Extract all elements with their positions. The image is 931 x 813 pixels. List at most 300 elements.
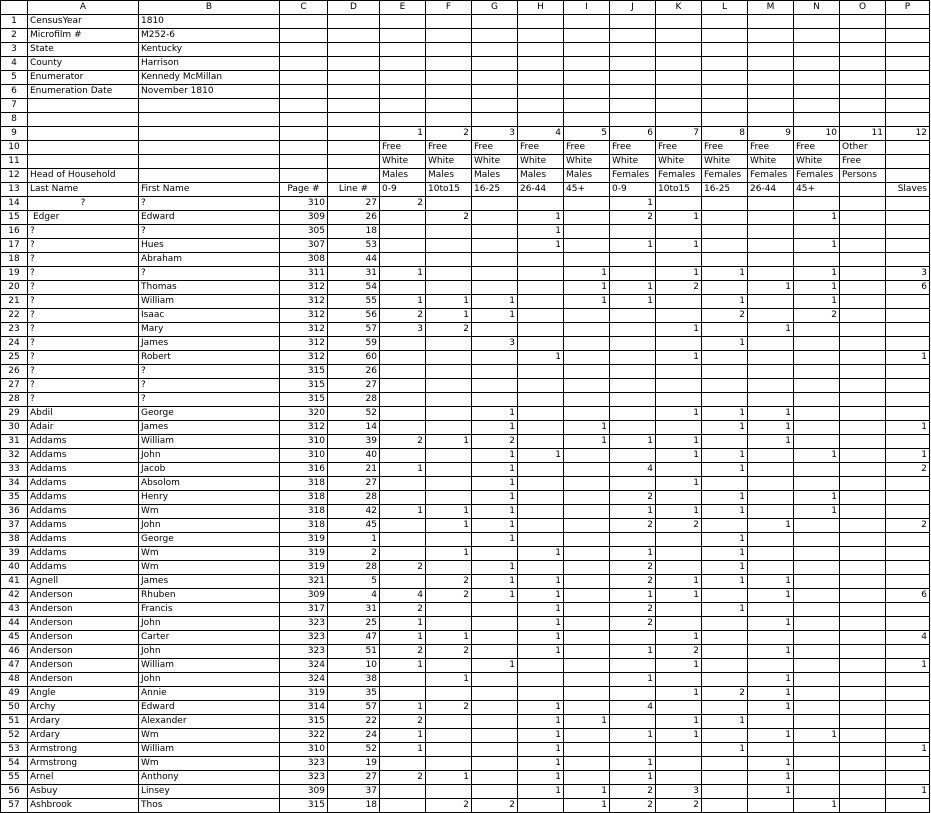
row-header[interactable]: 40 bbox=[1, 561, 28, 575]
cell-p[interactable] bbox=[886, 617, 930, 631]
cell-c[interactable] bbox=[280, 169, 328, 183]
cell-c[interactable]: 323 bbox=[280, 757, 328, 771]
cell-g[interactable] bbox=[472, 267, 518, 281]
cell-f[interactable] bbox=[426, 85, 472, 99]
cell-g[interactable] bbox=[472, 57, 518, 71]
cell-a[interactable]: Abdil bbox=[28, 407, 139, 421]
cell-c[interactable]: 315 bbox=[280, 799, 328, 813]
cell-f[interactable] bbox=[426, 757, 472, 771]
cell-f[interactable] bbox=[426, 659, 472, 673]
cell-m[interactable] bbox=[748, 449, 794, 463]
cell-k[interactable]: 1 bbox=[656, 687, 702, 701]
cell-o[interactable] bbox=[840, 645, 886, 659]
cell-p[interactable] bbox=[886, 533, 930, 547]
cell-n[interactable]: 45+ bbox=[794, 183, 840, 197]
cell-e[interactable] bbox=[380, 547, 426, 561]
cell-k[interactable]: 2 bbox=[656, 799, 702, 813]
cell-e[interactable]: 1 bbox=[380, 631, 426, 645]
cell-k[interactable]: 2 bbox=[656, 281, 702, 295]
cell-b[interactable]: Linsey bbox=[139, 785, 280, 799]
column-header[interactable]: F bbox=[426, 1, 472, 15]
cell-b[interactable]: James bbox=[139, 421, 280, 435]
cell-b[interactable]: 1810 bbox=[139, 15, 280, 29]
cell-h[interactable]: Males bbox=[518, 169, 564, 183]
cell-f[interactable] bbox=[426, 491, 472, 505]
cell-c[interactable]: 316 bbox=[280, 463, 328, 477]
cell-k[interactable] bbox=[656, 421, 702, 435]
cell-k[interactable] bbox=[656, 253, 702, 267]
cell-g[interactable] bbox=[472, 771, 518, 785]
cell-n[interactable]: 1 bbox=[794, 799, 840, 813]
cell-a[interactable] bbox=[28, 113, 139, 127]
cell-j[interactable] bbox=[610, 225, 656, 239]
cell-n[interactable]: 1 bbox=[794, 491, 840, 505]
cell-p[interactable] bbox=[886, 561, 930, 575]
cell-b[interactable]: Kennedy McMillan bbox=[139, 71, 280, 85]
cell-m[interactable] bbox=[748, 715, 794, 729]
cell-l[interactable] bbox=[702, 729, 748, 743]
cell-p[interactable] bbox=[886, 435, 930, 449]
cell-l[interactable] bbox=[702, 477, 748, 491]
row-header[interactable]: 44 bbox=[1, 617, 28, 631]
cell-d[interactable]: 4 bbox=[328, 589, 380, 603]
cell-p[interactable] bbox=[886, 603, 930, 617]
cell-b[interactable] bbox=[139, 127, 280, 141]
cell-o[interactable] bbox=[840, 701, 886, 715]
cell-o[interactable] bbox=[840, 505, 886, 519]
cell-f[interactable]: Males bbox=[426, 169, 472, 183]
row-header[interactable]: 54 bbox=[1, 757, 28, 771]
cell-o[interactable] bbox=[840, 379, 886, 393]
cell-i[interactable]: 1 bbox=[564, 715, 610, 729]
cell-j[interactable]: 1 bbox=[610, 589, 656, 603]
cell-n[interactable] bbox=[794, 463, 840, 477]
cell-i[interactable]: 5 bbox=[564, 127, 610, 141]
cell-f[interactable] bbox=[426, 533, 472, 547]
cell-a[interactable]: Addams bbox=[28, 561, 139, 575]
cell-d[interactable]: 60 bbox=[328, 351, 380, 365]
cell-p[interactable] bbox=[886, 169, 930, 183]
cell-p[interactable] bbox=[886, 29, 930, 43]
cell-g[interactable] bbox=[472, 547, 518, 561]
cell-p[interactable] bbox=[886, 211, 930, 225]
cell-m[interactable] bbox=[748, 337, 794, 351]
cell-e[interactable] bbox=[380, 519, 426, 533]
cell-g[interactable] bbox=[472, 85, 518, 99]
cell-n[interactable]: Females bbox=[794, 169, 840, 183]
cell-l[interactable]: 1 bbox=[702, 743, 748, 757]
cell-h[interactable] bbox=[518, 477, 564, 491]
cell-h[interactable] bbox=[518, 421, 564, 435]
cell-b[interactable]: ? bbox=[139, 267, 280, 281]
cell-c[interactable]: 310 bbox=[280, 449, 328, 463]
cell-h[interactable]: 1 bbox=[518, 603, 564, 617]
cell-o[interactable]: 11 bbox=[840, 127, 886, 141]
cell-o[interactable] bbox=[840, 743, 886, 757]
cell-j[interactable]: 1 bbox=[610, 757, 656, 771]
cell-j[interactable]: 2 bbox=[610, 575, 656, 589]
cell-m[interactable] bbox=[748, 491, 794, 505]
cell-l[interactable]: 2 bbox=[702, 309, 748, 323]
cell-c[interactable]: 305 bbox=[280, 225, 328, 239]
cell-i[interactable] bbox=[564, 673, 610, 687]
cell-a[interactable]: Enumeration Date bbox=[28, 85, 139, 99]
cell-n[interactable] bbox=[794, 645, 840, 659]
cell-e[interactable] bbox=[380, 687, 426, 701]
cell-c[interactable]: 312 bbox=[280, 421, 328, 435]
cell-k[interactable]: 1 bbox=[656, 631, 702, 645]
cell-j[interactable]: 2 bbox=[610, 617, 656, 631]
cell-h[interactable]: 1 bbox=[518, 645, 564, 659]
cell-m[interactable] bbox=[748, 43, 794, 57]
cell-h[interactable] bbox=[518, 407, 564, 421]
cell-l[interactable] bbox=[702, 57, 748, 71]
cell-p[interactable]: 3 bbox=[886, 267, 930, 281]
cell-o[interactable] bbox=[840, 281, 886, 295]
cell-b[interactable]: John bbox=[139, 645, 280, 659]
cell-o[interactable] bbox=[840, 99, 886, 113]
cell-b[interactable]: Wm bbox=[139, 547, 280, 561]
cell-i[interactable] bbox=[564, 197, 610, 211]
cell-n[interactable]: 1 bbox=[794, 211, 840, 225]
cell-l[interactable]: 2 bbox=[702, 687, 748, 701]
cell-e[interactable] bbox=[380, 757, 426, 771]
cell-a[interactable]: Microfilm # bbox=[28, 29, 139, 43]
cell-c[interactable] bbox=[280, 43, 328, 57]
cell-h[interactable]: 1 bbox=[518, 785, 564, 799]
cell-k[interactable] bbox=[656, 757, 702, 771]
cell-g[interactable] bbox=[472, 99, 518, 113]
cell-c[interactable]: 315 bbox=[280, 365, 328, 379]
cell-c[interactable]: 312 bbox=[280, 281, 328, 295]
column-header[interactable]: J bbox=[610, 1, 656, 15]
cell-p[interactable] bbox=[886, 239, 930, 253]
cell-k[interactable]: 1 bbox=[656, 729, 702, 743]
cell-o[interactable] bbox=[840, 603, 886, 617]
cell-p[interactable] bbox=[886, 295, 930, 309]
cell-b[interactable]: Rhuben bbox=[139, 589, 280, 603]
cell-e[interactable] bbox=[380, 99, 426, 113]
cell-d[interactable]: 44 bbox=[328, 253, 380, 267]
cell-f[interactable] bbox=[426, 57, 472, 71]
cell-n[interactable] bbox=[794, 659, 840, 673]
cell-k[interactable] bbox=[656, 57, 702, 71]
cell-b[interactable]: George bbox=[139, 533, 280, 547]
column-header[interactable]: K bbox=[656, 1, 702, 15]
cell-c[interactable] bbox=[280, 127, 328, 141]
cell-k[interactable] bbox=[656, 533, 702, 547]
cell-l[interactable] bbox=[702, 799, 748, 813]
cell-e[interactable]: 1 bbox=[380, 729, 426, 743]
cell-k[interactable] bbox=[656, 15, 702, 29]
cell-l[interactable] bbox=[702, 645, 748, 659]
cell-f[interactable] bbox=[426, 281, 472, 295]
cell-d[interactable] bbox=[328, 141, 380, 155]
cell-m[interactable]: 1 bbox=[748, 617, 794, 631]
cell-h[interactable]: 1 bbox=[518, 589, 564, 603]
cell-a[interactable]: Addams bbox=[28, 463, 139, 477]
cell-f[interactable] bbox=[426, 477, 472, 491]
cell-g[interactable]: 1 bbox=[472, 421, 518, 435]
cell-i[interactable] bbox=[564, 29, 610, 43]
cell-p[interactable] bbox=[886, 715, 930, 729]
cell-n[interactable] bbox=[794, 365, 840, 379]
cell-h[interactable]: 1 bbox=[518, 239, 564, 253]
cell-k[interactable] bbox=[656, 337, 702, 351]
cell-c[interactable]: Page # bbox=[280, 183, 328, 197]
cell-n[interactable] bbox=[794, 519, 840, 533]
cell-e[interactable] bbox=[380, 421, 426, 435]
cell-a[interactable]: ? bbox=[28, 309, 139, 323]
cell-d[interactable]: 27 bbox=[328, 379, 380, 393]
row-header[interactable]: 33 bbox=[1, 463, 28, 477]
cell-d[interactable] bbox=[328, 127, 380, 141]
cell-a[interactable]: ? bbox=[28, 239, 139, 253]
cell-h[interactable] bbox=[518, 365, 564, 379]
cell-d[interactable]: 27 bbox=[328, 771, 380, 785]
cell-o[interactable] bbox=[840, 393, 886, 407]
cell-h[interactable]: 1 bbox=[518, 351, 564, 365]
cell-i[interactable] bbox=[564, 463, 610, 477]
cell-o[interactable] bbox=[840, 617, 886, 631]
cell-m[interactable] bbox=[748, 365, 794, 379]
cell-a[interactable]: Addams bbox=[28, 547, 139, 561]
cell-i[interactable]: 1 bbox=[564, 785, 610, 799]
row-header[interactable]: 12 bbox=[1, 169, 28, 183]
cell-l[interactable] bbox=[702, 701, 748, 715]
cell-i[interactable]: 1 bbox=[564, 281, 610, 295]
cell-e[interactable] bbox=[380, 15, 426, 29]
cell-m[interactable] bbox=[748, 379, 794, 393]
row-header[interactable]: 5 bbox=[1, 71, 28, 85]
column-header[interactable]: O bbox=[840, 1, 886, 15]
cell-m[interactable]: 9 bbox=[748, 127, 794, 141]
cell-f[interactable]: Free bbox=[426, 141, 472, 155]
cell-k[interactable] bbox=[656, 43, 702, 57]
cell-n[interactable] bbox=[794, 113, 840, 127]
cell-c[interactable]: 315 bbox=[280, 393, 328, 407]
cell-p[interactable] bbox=[886, 309, 930, 323]
cell-l[interactable] bbox=[702, 589, 748, 603]
cell-p[interactable]: 1 bbox=[886, 421, 930, 435]
cell-o[interactable] bbox=[840, 29, 886, 43]
cell-j[interactable] bbox=[610, 631, 656, 645]
cell-h[interactable] bbox=[518, 197, 564, 211]
cell-k[interactable]: 1 bbox=[656, 715, 702, 729]
cell-p[interactable] bbox=[886, 799, 930, 813]
cell-c[interactable]: 309 bbox=[280, 589, 328, 603]
cell-h[interactable]: 1 bbox=[518, 701, 564, 715]
cell-g[interactable] bbox=[472, 29, 518, 43]
cell-a[interactable]: Addams bbox=[28, 533, 139, 547]
row-header[interactable]: 9 bbox=[1, 127, 28, 141]
cell-e[interactable] bbox=[380, 57, 426, 71]
cell-l[interactable]: 1 bbox=[702, 267, 748, 281]
cell-m[interactable] bbox=[748, 533, 794, 547]
cell-h[interactable] bbox=[518, 309, 564, 323]
cell-o[interactable] bbox=[840, 687, 886, 701]
cell-o[interactable] bbox=[840, 351, 886, 365]
cell-a[interactable] bbox=[28, 99, 139, 113]
cell-o[interactable] bbox=[840, 519, 886, 533]
cell-o[interactable] bbox=[840, 561, 886, 575]
cell-o[interactable] bbox=[840, 239, 886, 253]
cell-l[interactable]: 1 bbox=[702, 295, 748, 309]
cell-l[interactable]: White bbox=[702, 155, 748, 169]
cell-b[interactable]: Annie bbox=[139, 687, 280, 701]
cell-d[interactable]: 35 bbox=[328, 687, 380, 701]
cell-e[interactable]: 2 bbox=[380, 435, 426, 449]
column-header[interactable]: B bbox=[139, 1, 280, 15]
cell-e[interactable] bbox=[380, 239, 426, 253]
cell-i[interactable] bbox=[564, 225, 610, 239]
cell-n[interactable] bbox=[794, 393, 840, 407]
cell-d[interactable] bbox=[328, 57, 380, 71]
cell-i[interactable] bbox=[564, 589, 610, 603]
cell-n[interactable] bbox=[794, 631, 840, 645]
cell-e[interactable] bbox=[380, 477, 426, 491]
cell-o[interactable] bbox=[840, 449, 886, 463]
cell-o[interactable] bbox=[840, 71, 886, 85]
cell-h[interactable] bbox=[518, 253, 564, 267]
cell-c[interactable]: 318 bbox=[280, 491, 328, 505]
cell-f[interactable] bbox=[426, 603, 472, 617]
cell-j[interactable] bbox=[610, 365, 656, 379]
cell-m[interactable]: 26-44 bbox=[748, 183, 794, 197]
cell-c[interactable] bbox=[280, 71, 328, 85]
cell-j[interactable] bbox=[610, 71, 656, 85]
cell-c[interactable]: 310 bbox=[280, 197, 328, 211]
cell-n[interactable]: 1 bbox=[794, 505, 840, 519]
cell-b[interactable]: John bbox=[139, 449, 280, 463]
cell-p[interactable]: 4 bbox=[886, 631, 930, 645]
cell-m[interactable]: 1 bbox=[748, 407, 794, 421]
cell-k[interactable]: Free bbox=[656, 141, 702, 155]
cell-p[interactable] bbox=[886, 575, 930, 589]
cell-e[interactable]: 2 bbox=[380, 645, 426, 659]
cell-h[interactable] bbox=[518, 295, 564, 309]
cell-k[interactable] bbox=[656, 379, 702, 393]
cell-f[interactable] bbox=[426, 113, 472, 127]
cell-m[interactable] bbox=[748, 29, 794, 43]
cell-k[interactable] bbox=[656, 309, 702, 323]
cell-e[interactable]: 2 bbox=[380, 197, 426, 211]
cell-j[interactable]: 1 bbox=[610, 435, 656, 449]
row-header[interactable]: 7 bbox=[1, 99, 28, 113]
cell-h[interactable] bbox=[518, 43, 564, 57]
cell-o[interactable] bbox=[840, 491, 886, 505]
row-header[interactable]: 50 bbox=[1, 701, 28, 715]
cell-d[interactable] bbox=[328, 43, 380, 57]
cell-l[interactable] bbox=[702, 43, 748, 57]
row-header[interactable]: 18 bbox=[1, 253, 28, 267]
cell-p[interactable] bbox=[886, 43, 930, 57]
cell-i[interactable] bbox=[564, 253, 610, 267]
cell-g[interactable]: 3 bbox=[472, 127, 518, 141]
cell-k[interactable]: 1 bbox=[656, 505, 702, 519]
cell-l[interactable]: 1 bbox=[702, 407, 748, 421]
cell-l[interactable]: 1 bbox=[702, 715, 748, 729]
cell-g[interactable]: 1 bbox=[472, 659, 518, 673]
cell-m[interactable]: 1 bbox=[748, 729, 794, 743]
cell-o[interactable] bbox=[840, 771, 886, 785]
cell-l[interactable] bbox=[702, 211, 748, 225]
cell-l[interactable]: 1 bbox=[702, 575, 748, 589]
cell-m[interactable]: 1 bbox=[748, 687, 794, 701]
cell-m[interactable] bbox=[748, 295, 794, 309]
cell-m[interactable]: 1 bbox=[748, 435, 794, 449]
cell-b[interactable]: William bbox=[139, 435, 280, 449]
cell-b[interactable]: Edward bbox=[139, 211, 280, 225]
cell-i[interactable] bbox=[564, 85, 610, 99]
cell-h[interactable]: 1 bbox=[518, 771, 564, 785]
cell-g[interactable]: 1 bbox=[472, 575, 518, 589]
cell-l[interactable]: Free bbox=[702, 141, 748, 155]
cell-o[interactable] bbox=[840, 421, 886, 435]
column-header[interactable]: M bbox=[748, 1, 794, 15]
cell-o[interactable] bbox=[840, 477, 886, 491]
cell-j[interactable]: 1 bbox=[610, 673, 656, 687]
row-header[interactable]: 48 bbox=[1, 673, 28, 687]
row-header[interactable]: 21 bbox=[1, 295, 28, 309]
cell-m[interactable] bbox=[748, 603, 794, 617]
cell-k[interactable] bbox=[656, 561, 702, 575]
cell-d[interactable]: 10 bbox=[328, 659, 380, 673]
cell-h[interactable] bbox=[518, 99, 564, 113]
row-header[interactable]: 1 bbox=[1, 15, 28, 29]
cell-d[interactable]: 18 bbox=[328, 225, 380, 239]
cell-k[interactable] bbox=[656, 673, 702, 687]
cell-c[interactable]: 321 bbox=[280, 575, 328, 589]
cell-c[interactable]: 309 bbox=[280, 211, 328, 225]
cell-j[interactable] bbox=[610, 407, 656, 421]
cell-p[interactable] bbox=[886, 645, 930, 659]
cell-b[interactable]: Mary bbox=[139, 323, 280, 337]
row-header[interactable]: 28 bbox=[1, 393, 28, 407]
cell-o[interactable] bbox=[840, 197, 886, 211]
cell-d[interactable]: 52 bbox=[328, 743, 380, 757]
cell-c[interactable]: 312 bbox=[280, 351, 328, 365]
cell-f[interactable] bbox=[426, 617, 472, 631]
cell-f[interactable]: 2 bbox=[426, 701, 472, 715]
cell-n[interactable] bbox=[794, 15, 840, 29]
cell-i[interactable] bbox=[564, 519, 610, 533]
cell-n[interactable] bbox=[794, 197, 840, 211]
cell-k[interactable] bbox=[656, 29, 702, 43]
cell-i[interactable] bbox=[564, 407, 610, 421]
cell-f[interactable] bbox=[426, 337, 472, 351]
cell-d[interactable]: 53 bbox=[328, 239, 380, 253]
cell-f[interactable] bbox=[426, 225, 472, 239]
cell-p[interactable] bbox=[886, 337, 930, 351]
row-header[interactable]: 15 bbox=[1, 211, 28, 225]
cell-h[interactable] bbox=[518, 393, 564, 407]
cell-l[interactable] bbox=[702, 99, 748, 113]
cell-d[interactable] bbox=[328, 15, 380, 29]
cell-d[interactable]: 27 bbox=[328, 477, 380, 491]
cell-j[interactable] bbox=[610, 309, 656, 323]
cell-f[interactable] bbox=[426, 29, 472, 43]
cell-o[interactable] bbox=[840, 463, 886, 477]
cell-h[interactable]: 4 bbox=[518, 127, 564, 141]
cell-g[interactable] bbox=[472, 701, 518, 715]
cell-f[interactable]: 2 bbox=[426, 589, 472, 603]
cell-f[interactable]: 1 bbox=[426, 771, 472, 785]
cell-k[interactable]: 1 bbox=[656, 435, 702, 449]
cell-p[interactable]: Slaves bbox=[886, 183, 930, 197]
cell-e[interactable]: Males bbox=[380, 169, 426, 183]
cell-e[interactable]: 1 bbox=[380, 267, 426, 281]
